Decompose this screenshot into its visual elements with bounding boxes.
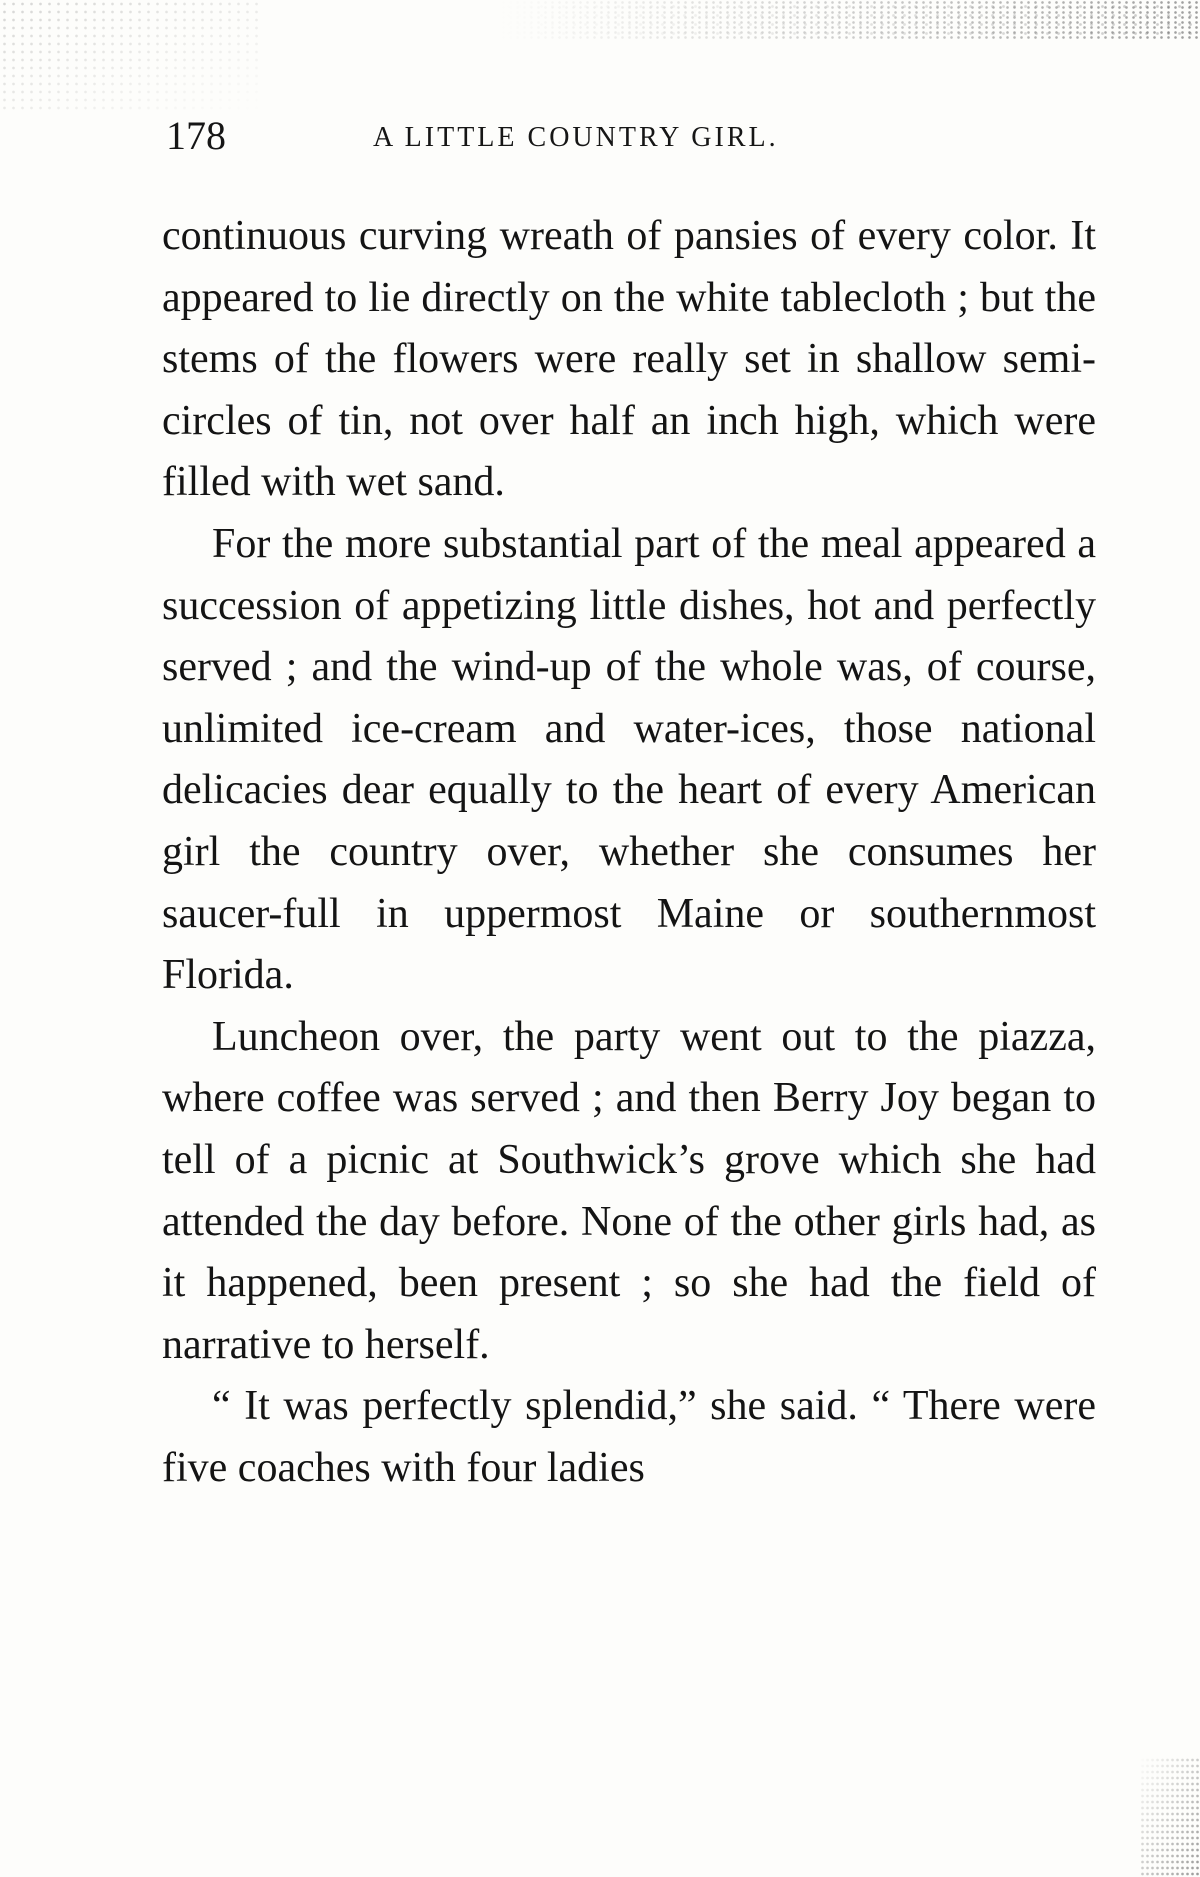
paragraph: For the more substantial part of the meal appeared a succession of appetizing little dishes, hot and perfectly served ; and the wind-up of the whole was, of course, unlimited ice-cream and water-ices, those national delicacies dear equally to the heart of every American girl the country over, whether she consumes her saucer-full in uppermost Maine or southernmost Florida. [162, 520, 1096, 999]
running-title: A LITTLE COUNTRY GIRL. [373, 122, 779, 153]
scan-speckle-top [500, 0, 1200, 40]
scan-speckle-corner [0, 0, 260, 110]
body-text [162, 206, 1096, 1499]
paragraph: Luncheon over, the party went out to the piazza, where coffee was served ; and then Berry Joy began to tell of a picnic at Southwick’s grove which she had attended the day before. None of the other girls had, as it happened, been present ; so she had the field of narrative to herself. [162, 1013, 1096, 1368]
scan-speckle-bottom [1140, 1757, 1200, 1877]
paragraph: “ It was perfectly splendid,” she said. “ There were five coaches with four ladies [162, 1383, 1096, 1491]
paragraph: continuous curving wreath of pansies of every color. It appeared to lie directly on the white tablecloth ; but the stems of the flowers were really set in shallow semi-circles of tin, not over half an inch high, which were filled with wet sand. [162, 213, 1096, 506]
page-number: 178 [166, 113, 226, 158]
page-header [166, 108, 1096, 168]
